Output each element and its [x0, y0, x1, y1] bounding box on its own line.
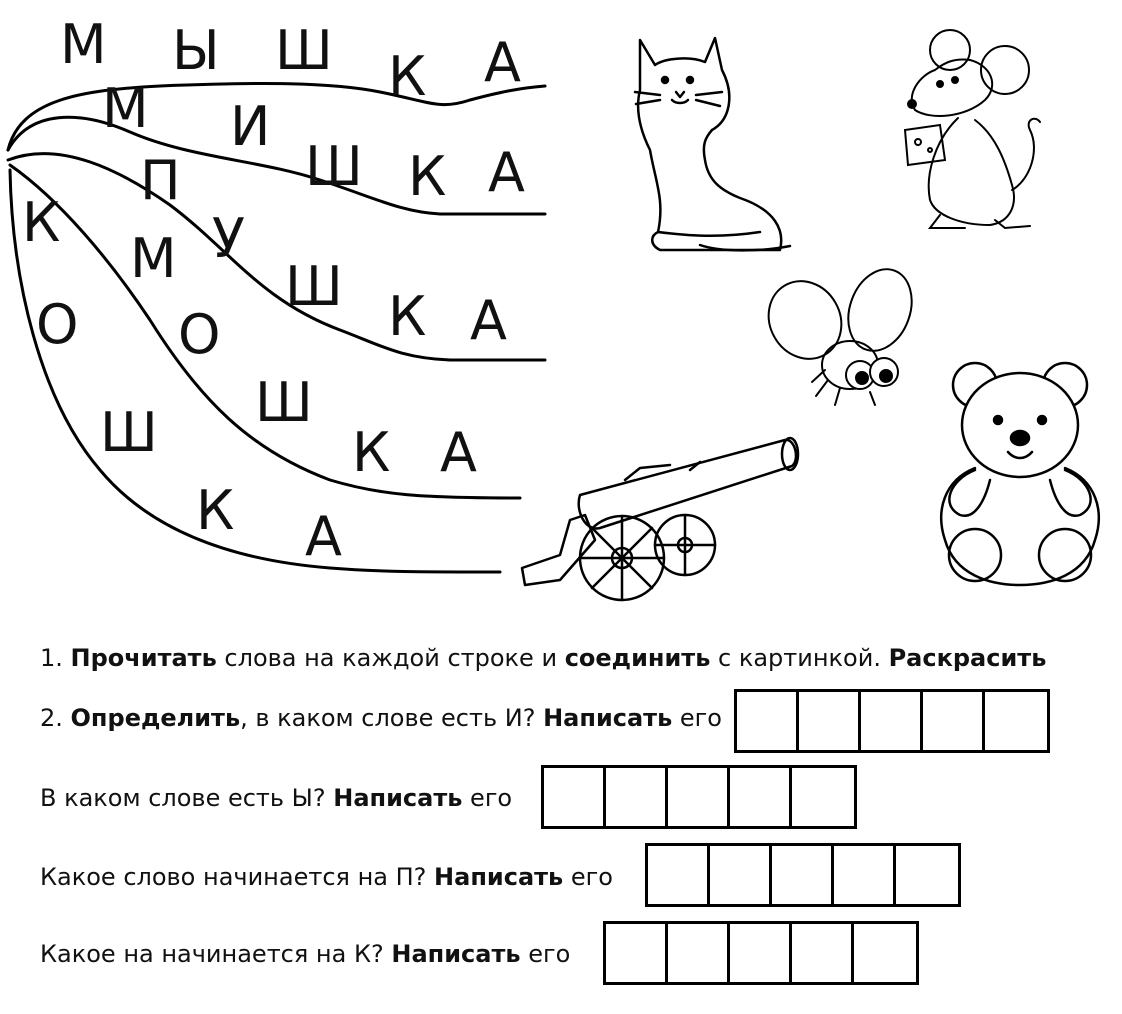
cannon-icon [522, 438, 798, 600]
cat-icon [635, 38, 790, 250]
answer-cell[interactable] [648, 846, 710, 904]
task-3 [40, 786, 512, 810]
task-1-num: 1. [40, 644, 71, 672]
task-5-text: Какое на начинается на К? [40, 940, 392, 968]
task-3-text: В каком слове есть Ы? [40, 784, 334, 812]
row-4-letter-5: А [440, 421, 477, 484]
row-1-letter-1: М [60, 13, 107, 76]
answer-box-k[interactable] [603, 921, 919, 985]
row-2-letter-5: А [488, 141, 525, 204]
row-3-letter-2: У [212, 207, 245, 270]
task-4-text: Какое слово начинается на П? [40, 863, 435, 891]
answer-cell[interactable] [792, 924, 854, 982]
row-2-letter-1: М [102, 77, 149, 140]
task-2-verb-write: Написать [543, 704, 673, 732]
answer-cell[interactable] [737, 692, 799, 750]
row-5-letter-2: О [36, 293, 79, 356]
task-4-end: его [563, 863, 613, 891]
task-3-end: его [462, 784, 513, 812]
task-5-end: его [520, 940, 571, 968]
row-4-letter-1: М [130, 227, 177, 290]
answer-cell[interactable] [854, 924, 916, 982]
row-1-letter-5: А [484, 31, 521, 94]
answer-cell[interactable] [668, 924, 730, 982]
row-1-letter-3: Ш [275, 19, 333, 82]
task-5 [40, 942, 570, 966]
task-2-num: 2. [40, 704, 71, 732]
answer-cell[interactable] [668, 768, 730, 826]
answer-cell[interactable] [772, 846, 834, 904]
task-1-verb-color: Раскрасить [888, 644, 1047, 672]
guide-line-1 [8, 77, 545, 150]
row-3-letter-5: А [470, 289, 507, 352]
task-5-verb-write: Написать [391, 940, 521, 968]
row-3-letter-1: П [140, 149, 181, 212]
answer-cell[interactable] [710, 846, 772, 904]
answer-cell[interactable] [730, 768, 792, 826]
row-2-letter-2: И [230, 95, 271, 158]
row-5-letter-3: Ш [100, 401, 158, 464]
row-1-letter-2: Ы [172, 19, 220, 82]
answer-cell[interactable] [985, 692, 1047, 750]
task-1-verb-connect: соединить [564, 644, 711, 672]
answer-cell[interactable] [896, 846, 958, 904]
answer-cell[interactable] [606, 768, 668, 826]
task-2 [40, 706, 722, 730]
row-1-letter-4: К [388, 45, 427, 108]
answer-cell[interactable] [834, 846, 896, 904]
answer-box-y[interactable] [541, 765, 857, 829]
answer-cell[interactable] [606, 924, 668, 982]
row-5-letter-4: К [196, 479, 235, 542]
row-4-letter-2: О [178, 303, 221, 366]
row-3-letter-3: Ш [285, 255, 343, 318]
task-4 [40, 865, 613, 889]
task-4-verb-write: Написать [434, 863, 564, 891]
task-2-verb-determine: Определить [70, 704, 241, 732]
answer-cell[interactable] [544, 768, 606, 826]
guide-line-3 [8, 149, 545, 366]
task-2-end: его [672, 704, 722, 732]
row-5-letter-5: А [305, 505, 342, 568]
task-1 [40, 646, 1046, 670]
teddy-bear-icon [941, 363, 1099, 585]
answer-box-i[interactable] [734, 689, 1050, 753]
row-4-letter-4: К [352, 421, 391, 484]
answer-cell[interactable] [799, 692, 861, 750]
row-5-letter-1: К [22, 191, 61, 254]
task-2-text: , в каком слове есть И? [240, 704, 544, 732]
task-1-text-2: с картинкой. [710, 644, 889, 672]
task-1-verb-read: Прочитать [70, 644, 217, 672]
row-4-letter-3: Ш [255, 371, 313, 434]
answer-cell[interactable] [730, 924, 792, 982]
task-3-verb-write: Написать [333, 784, 463, 812]
task-1-text: слова на каждой строке и [216, 644, 565, 672]
guide-line-2 [8, 117, 545, 214]
answer-cell[interactable] [861, 692, 923, 750]
mouse-icon [905, 30, 1040, 228]
answer-cell[interactable] [792, 768, 854, 826]
row-2-letter-3: Ш [305, 135, 363, 198]
answer-cell[interactable] [923, 692, 985, 750]
row-2-letter-4: К [408, 145, 447, 208]
fly-icon [755, 260, 923, 405]
row-3-letter-4: К [388, 285, 427, 348]
answer-box-p[interactable] [645, 843, 961, 907]
